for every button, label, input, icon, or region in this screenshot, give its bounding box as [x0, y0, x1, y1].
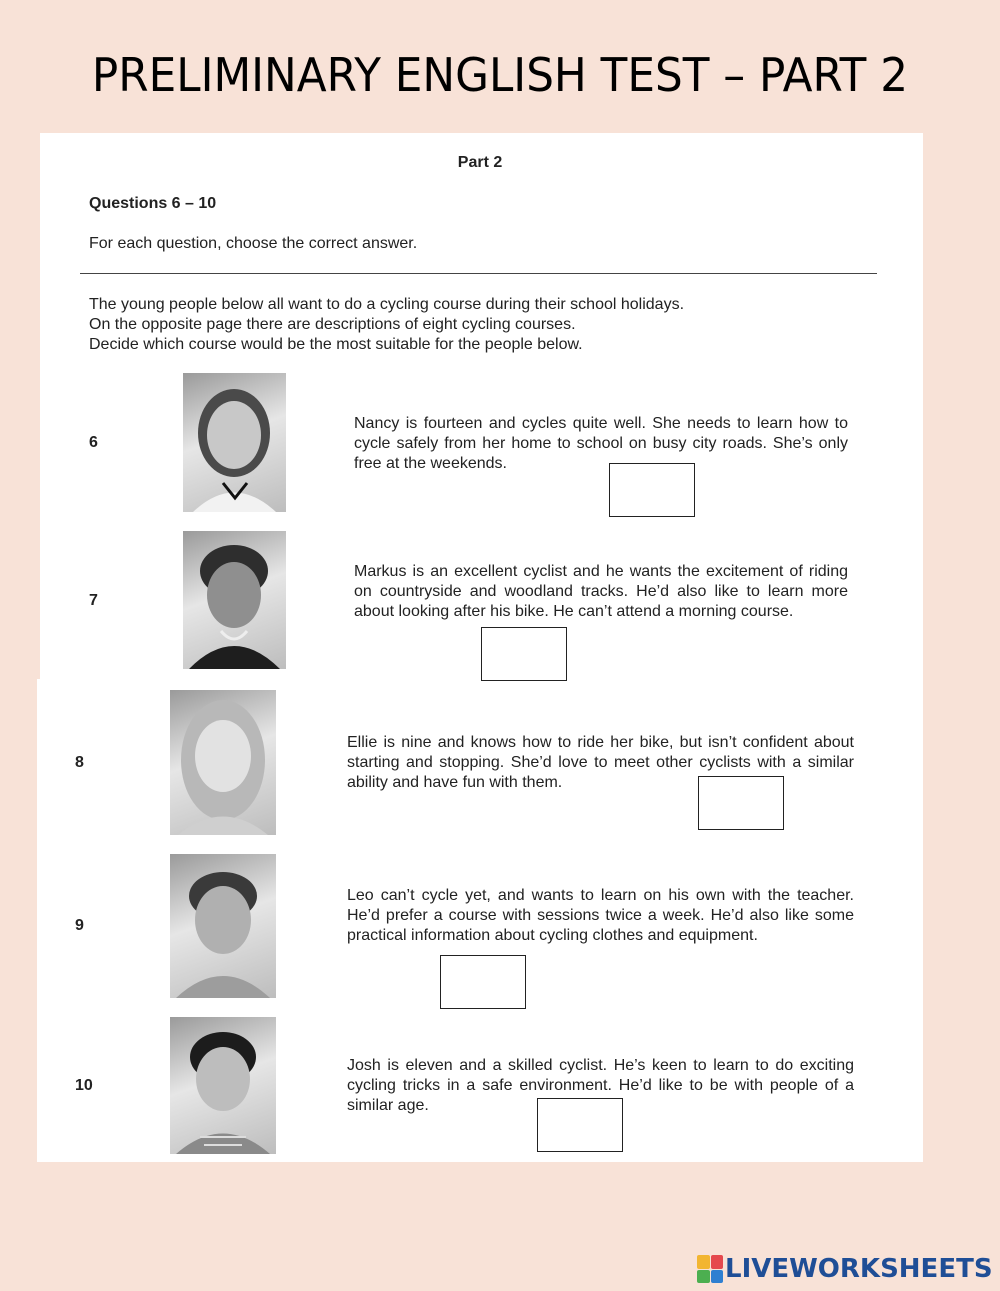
- questions-heading: Questions 6 – 10: [89, 195, 217, 212]
- logo-tile: [697, 1255, 710, 1269]
- intro-line: The young people below all want to do a cycling course during their school holidays.: [89, 296, 685, 313]
- person-photo-markus: [183, 531, 286, 669]
- answer-box-9[interactable]: [440, 955, 526, 1009]
- person-photo-icon: [170, 1017, 276, 1154]
- intro-line: Decide which course would be the most suitable for the people below.: [89, 336, 583, 353]
- person-photo-josh: [170, 1017, 276, 1154]
- brand-name: LIVEWORKSHEETS: [725, 1254, 993, 1284]
- person-photo-icon: [183, 531, 286, 669]
- question-text-6: Nancy is fourteen and cycles quite well. She needs to learn how to cycle safely from her home to school on busy city roads. She’s only free at the weekends.: [354, 415, 848, 472]
- question-number-6: 6: [89, 434, 98, 451]
- page-title: PRELIMINARY ENGLISH TEST – PART 2: [91, 48, 909, 102]
- question-text-8: Ellie is nine and knows how to ride her bike, but isn’t confident about starting and stopping. She’d love to meet other cyclists with a similar ability and have fun with them.: [347, 734, 854, 791]
- question-text-9: Leo can’t cycle yet, and wants to learn on his own with the teacher. He’d prefer a course with sessions twice a week. He’d also like some practical information about cycling clothes and equipment.: [347, 887, 854, 944]
- question-text-10: Josh is eleven and a skilled cyclist. He’s keen to learn to do exciting cycling tricks in a safe environment. He’d like to be with people of a similar age.: [347, 1057, 854, 1114]
- person-photo-icon: [170, 690, 276, 835]
- person-photo-icon: [170, 854, 276, 998]
- instruction-text: For each question, choose the correct answer.: [89, 235, 418, 252]
- logo-tile: [711, 1255, 724, 1269]
- answer-box-7[interactable]: [481, 627, 567, 681]
- question-number-10: 10: [75, 1077, 93, 1094]
- answer-box-10[interactable]: [537, 1098, 623, 1152]
- person-photo-nancy: [183, 373, 286, 512]
- question-number-9: 9: [75, 917, 84, 934]
- person-photo-ellie: [170, 690, 276, 835]
- logo-tile: [697, 1270, 710, 1284]
- intro-line: On the opposite page there are descriptions of eight cycling courses.: [89, 316, 576, 333]
- answer-box-6[interactable]: [609, 463, 695, 517]
- question-text-7: Markus is an excellent cyclist and he wants the excitement of riding on countryside and woodland tracks. He’d also like to learn more about looking after his bike. He can’t attend a morning course.: [354, 563, 848, 620]
- part-heading: Part 2: [457, 154, 503, 171]
- liveworksheets-brand[interactable]: [697, 1254, 993, 1284]
- person-photo-icon: [183, 373, 286, 512]
- intro-text: [89, 295, 684, 355]
- answer-box-8[interactable]: [698, 776, 784, 830]
- logo-tile: [711, 1270, 724, 1284]
- person-photo-leo: [170, 854, 276, 998]
- divider: [80, 273, 877, 274]
- question-number-7: 7: [89, 592, 98, 609]
- liveworksheets-logo-icon: [697, 1255, 723, 1283]
- question-number-8: 8: [75, 754, 84, 771]
